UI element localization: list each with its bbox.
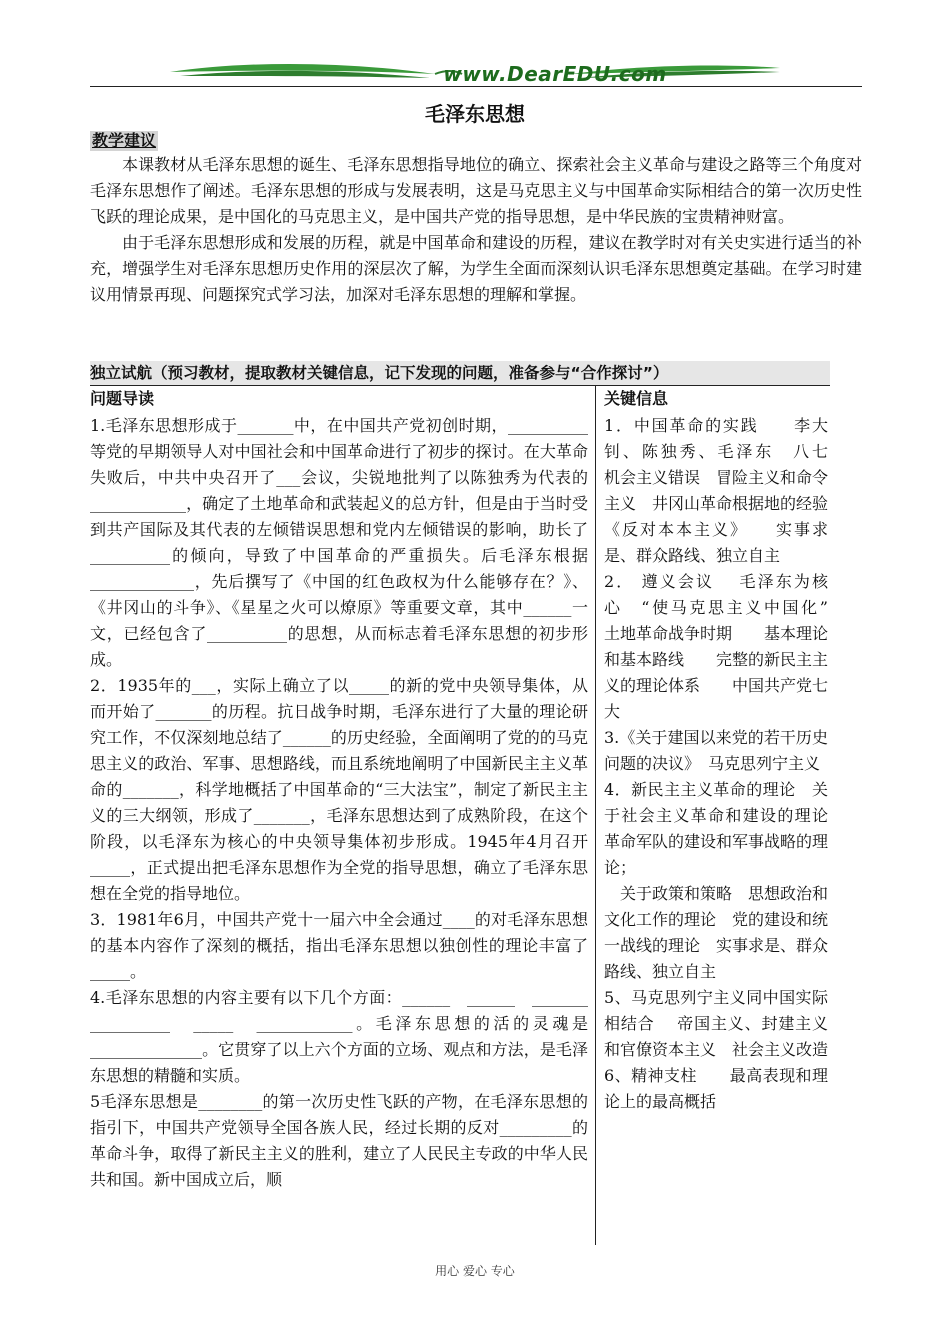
page-footer: 用心 爱心 专心	[435, 1264, 515, 1278]
key-info-heading: 关键信息	[604, 389, 669, 408]
site-url[interactable]: www.DearEDU.com	[443, 62, 667, 86]
question-guide-heading: 问题导读	[90, 389, 155, 408]
key-info-list	[604, 413, 861, 1115]
question-item: 5毛泽东思想是________的第一次历史性飞跃的产物，在毛泽东思想的指引下，中国共产党领导全国各族人民，经过长期的反对_________的革命斗争，取得了新民主主义的胜利，建立了人民民主专政的中华人民共和国。新中国成立后，顺	[90, 1092, 588, 1189]
site-banner	[90, 58, 862, 94]
independent-task-note: （预习教材，提取教材关键信息，记下发现的问题，准备参与“合作探讨”）	[152, 364, 669, 382]
header-rule	[90, 86, 862, 87]
question-item: 2．1935年的___，实际上确立了以_____的新的党中央领导集体，从而开始了_______的历程。抗日战争时期，毛泽东进行了大量的理论研究工作，不仅深刻地总结了______的历史经验，全面阐明了党的的马克思主义的政治、军事、思想路线，而且系统地阐明了中国新民主主义革命的_______，科学地概括了中国革命的“三大法宝”，制定了新民主主义的三大纲领，形成了_______，毛泽东思想达到了成熟阶段，在这个阶段，以毛泽东为核心的中央领导集体初步形成。1945年4月召开_____，正式提出把毛泽东思想作为全党的指导思想，确立了毛泽东思想在全党的指导地位。	[90, 676, 588, 903]
intro-paragraph: 本课教材从毛泽东思想的诞生、毛泽东思想指导地位的确立、探索社会主义革命与建设之路等三个角度对毛泽东思想作了阐述。毛泽东思想的形成与发展表明，这是马克思主义与中国革命实际相结合的第一次历史性飞跃的理论成果，是中国化的马克思主义，是中国共产党的指导思想，是中华民族的宝贵精神财富。	[90, 155, 862, 226]
independent-task-bar	[90, 361, 830, 386]
key-info-item: 1．中国革命的实践 李大钊、陈独秀、毛泽东 八七 机会主义错误 冒险主义和命令主义 井冈山革命根据地的经验 《反对本本主义》 实事求是、群众路线、独立自主	[604, 416, 861, 565]
key-info-item: 2． 遵义会议 毛泽东为核心 “使马克思主义中国化” 土地革命战争时期 基本理论和基本路线 完整的新民主主义的理论体系 中国共产党七大	[604, 572, 850, 721]
question-item: 4.毛泽东思想的内容主要有以下几个方面：______ ______ _______ __________ _____ ____________。毛泽东思想的活的灵魂是______________。它贯穿了以上六个方面的立场、观点和方法，是毛泽东思想的精髓和实质。	[90, 988, 605, 1085]
question-item: 1.毛泽东思想形成于_______中，在中国共产党初创时期，__________等党的早期领导人对中国社会和中国革命进行了初步的探讨。在大革命失败后，中共中央召开了___会议，尖锐地批判了以陈独秀为代表的____________，确定了土地革命和武装起义的总方针，但是由于当时受到共产国际及其代表的左倾错误思想和党内左倾错误的影响，助长了__________的倾向，导致了中国革命的严重损失。后毛泽东根据_____________，先后撰写了《中国的红色政权为什么能够存在？》、《井冈山的斗争》、《星星之火可以燎原》等重要文章，其中______一文，已经包含了__________的思想，从而标志着毛泽东思想的初步形成。	[90, 416, 588, 669]
teaching-advice-heading: 教学建议	[92, 131, 157, 150]
key-info-item: 关于政策和策略 思想政治和文化工作的理论 党的建设和统一战线的理论 实事求是、群众路线、独立自主	[604, 884, 829, 981]
key-info-item: 4．新民主主义革命的理论 关于社会主义革命和建设的理论 革命军队的建设和军事战略的理论；	[604, 780, 845, 877]
key-info-item: 6、精神支柱 最高表现和理论上的最高概括	[604, 1066, 828, 1111]
key-info-item: 5、马克思列宁主义同中国实际相结合 帝国主义、封建主义和官僚资本主义 社会主义改造	[604, 988, 829, 1059]
page-title: 毛泽东思想	[425, 102, 525, 126]
question-item: 3．1981年6月，中国共产党十一届六中全会通过____的对毛泽东思想的基本内容作了深刻的概括，指出毛泽东思想以独创性的理论丰富了_____。	[90, 910, 588, 981]
column-divider	[595, 385, 596, 1245]
independent-task-heading: 独立试航	[90, 364, 153, 382]
teaching-advice-body	[90, 152, 862, 308]
question-guide-list	[90, 413, 605, 1193]
key-info-item: 3.《关于建国以来党的若干历史问题的决议》 马克思列宁主义	[604, 728, 828, 773]
intro-paragraph: 由于毛泽东思想形成和发展的历程，就是中国革命和建设的历程，建议在教学时对有关史实进行适当的补充，增强学生对毛泽东思想历史作用的深层次了解，为学生全面而深刻认识毛泽东思想奠定基础。在学习时建议用情景再现、问题探究式学习法，加深对毛泽东思想的理解和掌握。	[90, 233, 862, 304]
